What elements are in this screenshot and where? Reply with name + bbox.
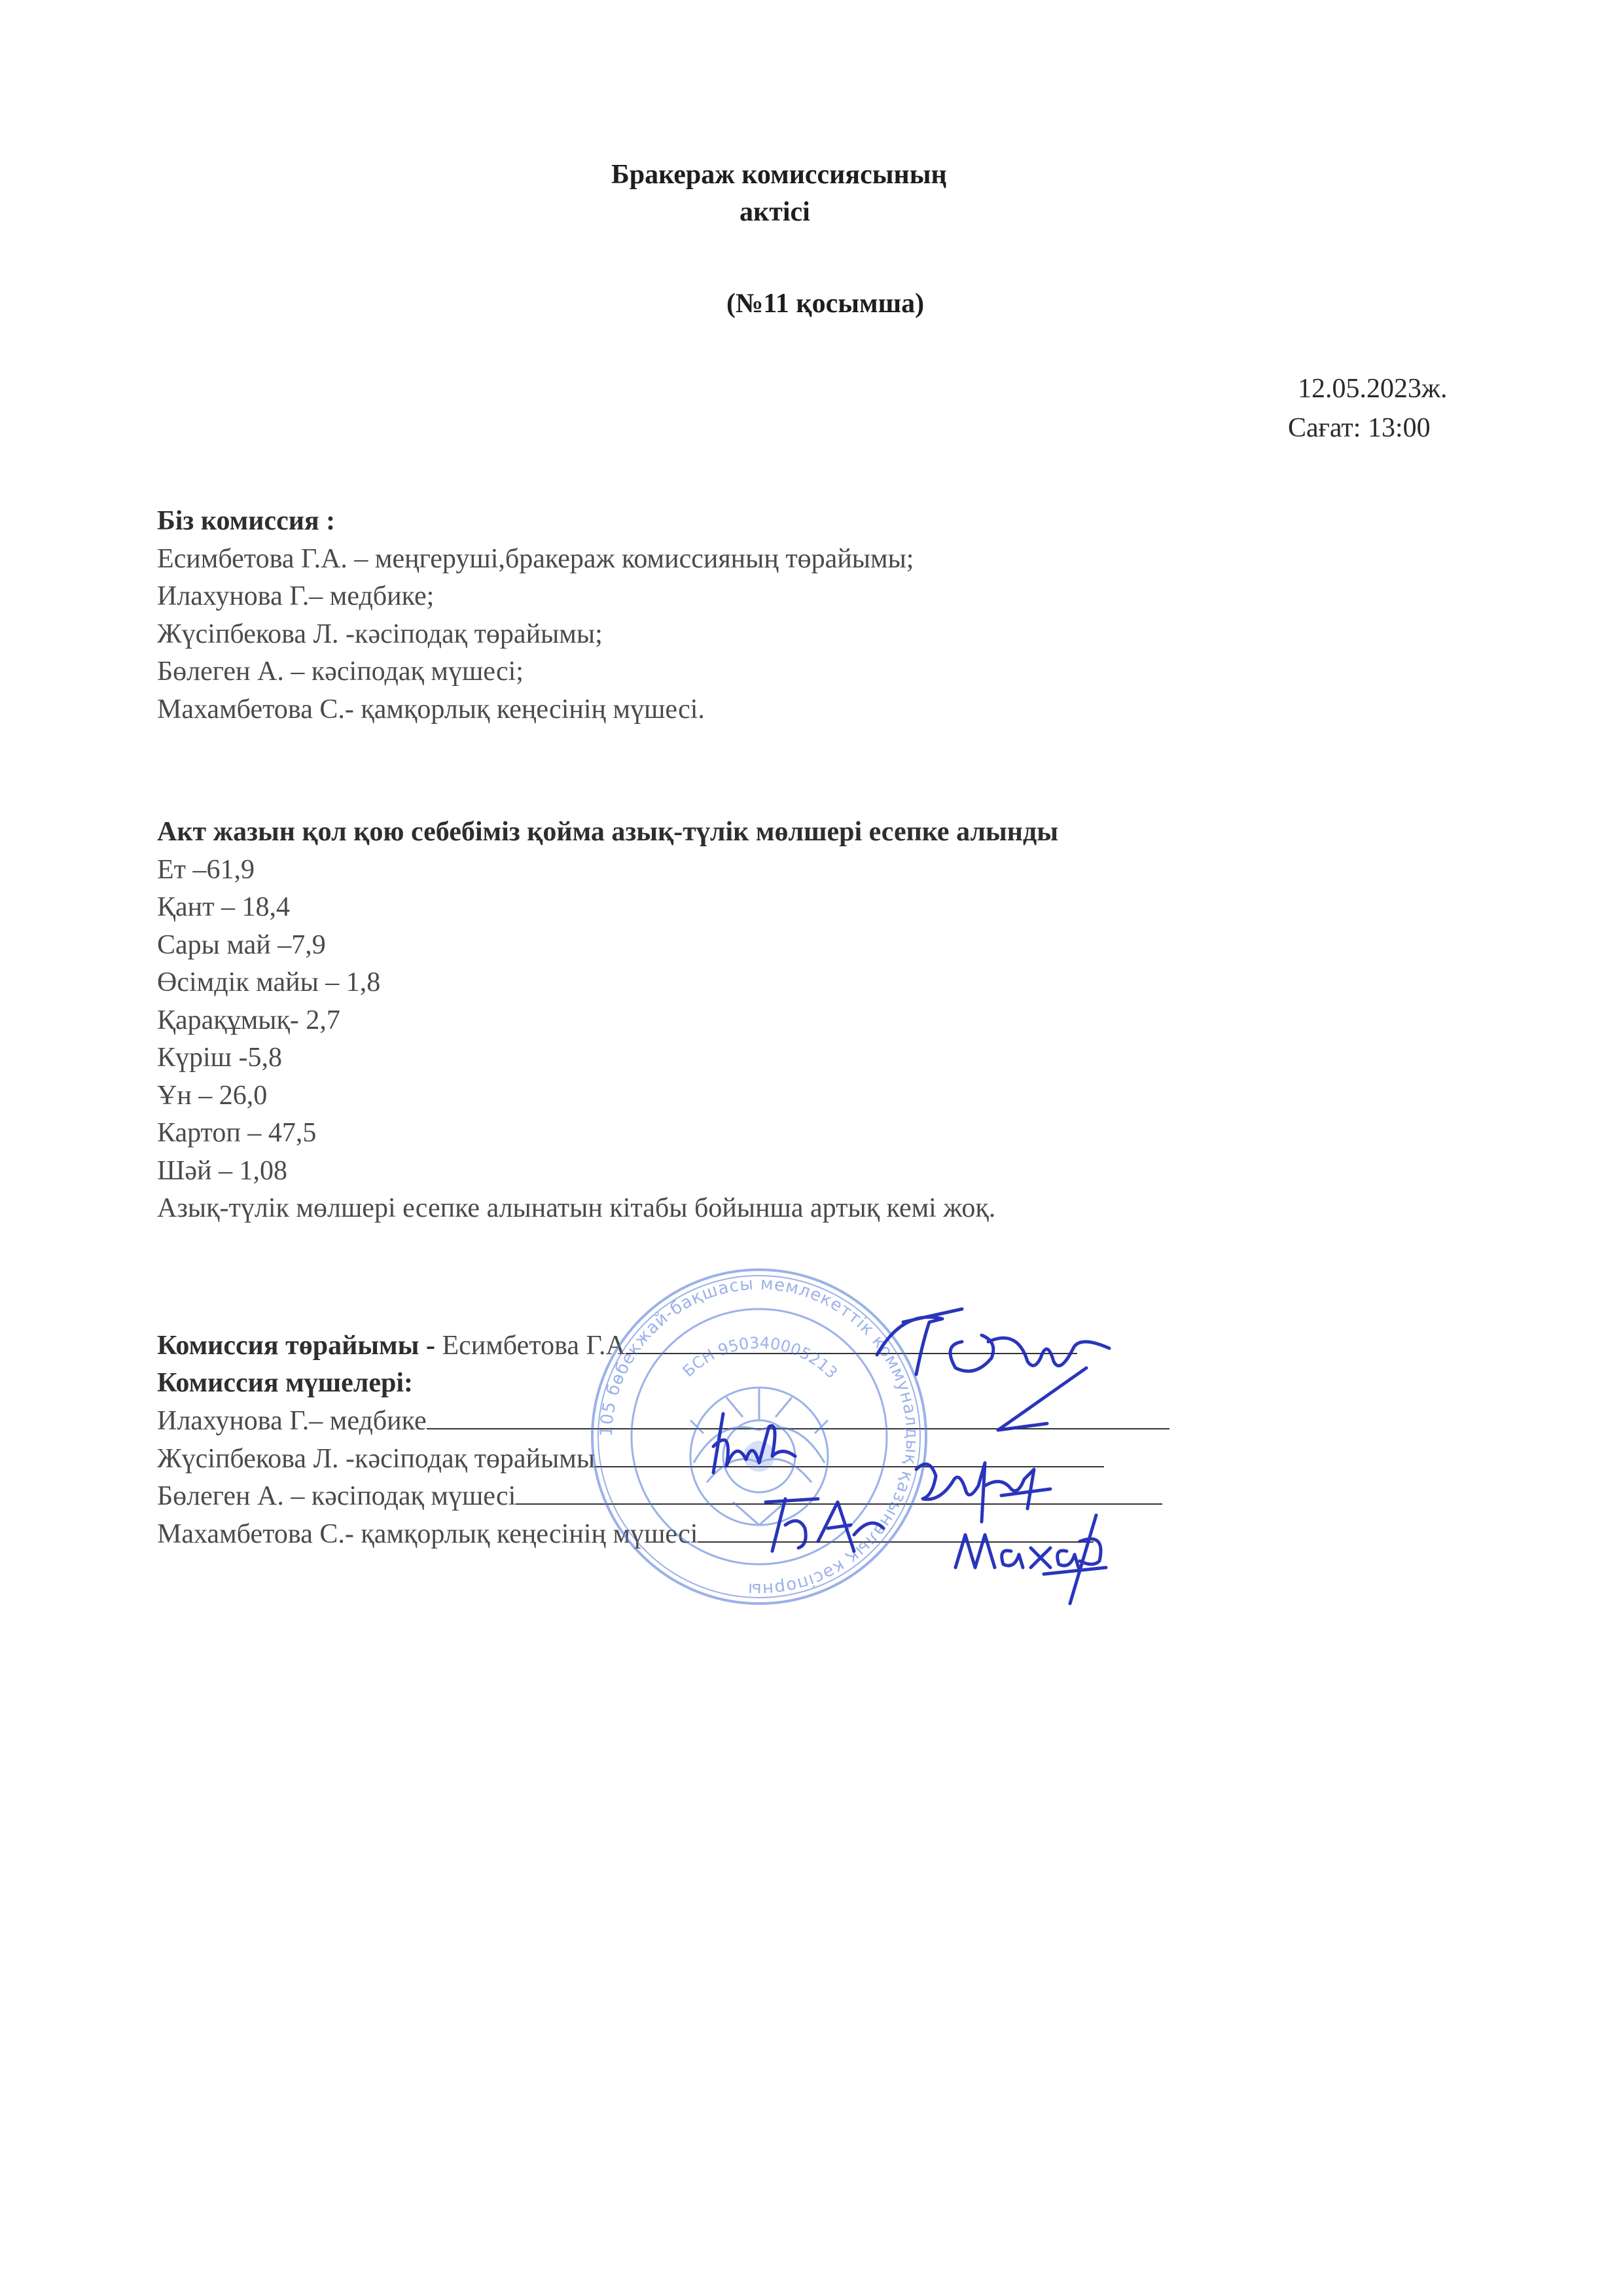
act-time: Сағат: 13:00	[1288, 413, 1431, 443]
inventory-item: Ұн – 26,0	[157, 1080, 268, 1111]
chair-name: Есимбетова Г.А	[442, 1331, 626, 1361]
member-signature-icon	[746, 1489, 890, 1561]
stamp-bin-text: БСН 950340005213	[679, 1333, 842, 1382]
commission-member: Махамбетова С.- қамқорлық кеңесінің мүшесі.	[157, 694, 705, 725]
members-label: Комиссия мүшелері:	[157, 1367, 414, 1398]
stamp-ring-text: 105 бөбекжай-бақшасы мемлекеттік коммуналдық қазыналық кәсіпорны	[596, 1274, 922, 1600]
inventory-item: Шәй – 1,08	[157, 1155, 287, 1186]
member-signature-name: Махамбетова С.- қамқорлық кеңесінің мүшесі	[157, 1518, 698, 1549]
inventory-section	[157, 814, 1058, 1228]
inventory-item: Сары май –7,9	[157, 929, 326, 960]
act-date: 12.05.2023ж.	[1298, 374, 1448, 404]
member-signature-name: Илахунова Г.– медбике	[157, 1406, 427, 1436]
document-title-line2: актісі	[740, 197, 810, 227]
svg-text:БСН 950340005213	[679, 1334, 841, 1382]
document-title-line1: Бракераж комиссиясының	[611, 160, 947, 190]
member-signature-icon	[946, 1505, 1109, 1610]
chair-signature-icon	[851, 1283, 1126, 1446]
inventory-item: Қант – 18,4	[157, 892, 290, 922]
commission-member: Илахунова Г.– медбике;	[157, 581, 435, 611]
commission-section	[157, 503, 914, 728]
inventory-item: Өсімдік майы – 1,8	[157, 967, 381, 997]
appendix-label: (№11 қосымша)	[726, 289, 925, 319]
act-reason: Акт жазын қол қою себебіміз қойма азық-түлік мөлшері есепке алынды	[157, 817, 1059, 847]
member-signature-icon	[697, 1401, 802, 1486]
commission-member: Есимбетова Г.А. – меңгеруші,бракераж комиссияның төрайымы;	[157, 543, 914, 574]
inventory-item: Күріш -5,8	[157, 1043, 283, 1073]
inventory-item: Ет –61,9	[157, 854, 255, 885]
inventory-item: Картоп – 47,5	[157, 1118, 317, 1148]
member-signature-name: Жүсіпбекова Л. -кәсіподақ төрайымы	[157, 1443, 596, 1474]
act-conclusion: Азық-түлік мөлшері есепке алынатын кітабы бойынша артық кемі жоқ.	[157, 1193, 996, 1223]
chair-label: Комиссия төрайымы -	[157, 1331, 442, 1361]
inventory-item: Қарақұмық- 2,7	[157, 1005, 340, 1035]
commission-heading: Біз комиссия :	[157, 506, 336, 536]
commission-member: Жүсіпбекова Л. -кәсіподақ төрайымы;	[157, 619, 603, 649]
member-signature-name: Бөлеген А. – кәсіподақ мүшесі	[157, 1481, 516, 1511]
commission-member: Бөлеген А. – кәсіподақ мүшесі;	[157, 656, 524, 687]
